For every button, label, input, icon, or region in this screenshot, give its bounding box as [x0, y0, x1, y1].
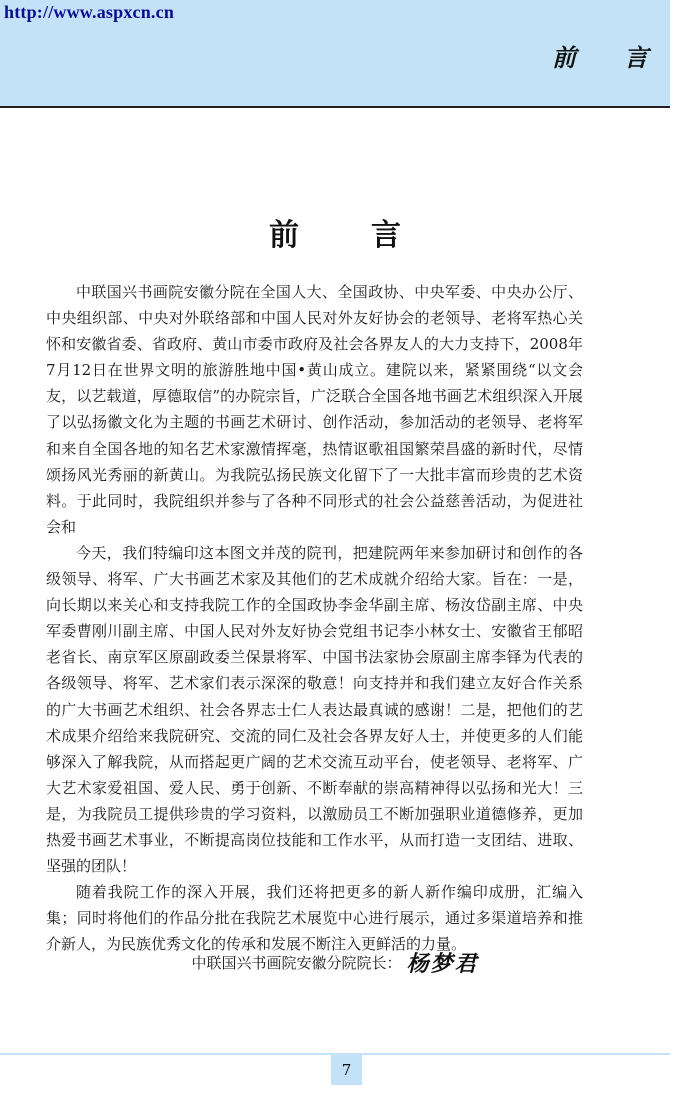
- running-title: 前言: [552, 43, 696, 72]
- watermark-url: http://www.aspxcn.cn: [4, 2, 175, 22]
- signature-line: [0, 947, 670, 978]
- preface-body: [46, 279, 583, 957]
- page-number: 7: [331, 1055, 362, 1085]
- signature-label: 中联国兴书画院安徽分院院长：: [191, 954, 402, 972]
- page-title: 前言: [269, 218, 473, 253]
- signature-name: 杨梦君: [406, 951, 479, 977]
- paragraph-1: 中联国兴书画院安徽分院在全国人大、全国政协、中央军委、中央办公厅、中央组织部、中央对外联络部和中国人民对外友好协会的老领导、老将军热心关怀和安徽省委、省政府、黄山市委市政府及社会各界友人的大力支持下，2008年7月12日在世界文明的旅游胜地中国•黄山成立。建院以来，紧紧围绕“以文会友，以艺载道，厚德取信”的办院宗旨，广泛联合全国各地书画艺术组织深入开展了以弘扬徽文化为主题的书画艺术研讨、创作活动，参加活动的老领导、老将军和来自全国各地的知名艺术家激情挥毫，热情讴歌祖国繁荣昌盛的新时代，尽情颂扬风光秀丽的新黄山。为我院弘扬民族文化留下了一大批丰富而珍贵的艺术资料。于此同时，我院组织并参与了各种不同形式的社会公益慈善活动，为促进社会和: [46, 283, 583, 536]
- paragraph-2: 今天，我们特编印这本图文并茂的院刊，把建院两年来参加研讨和创作的各级领导、将军、广大书画艺术家及其他们的艺术成就介绍给大家。旨在：一是，向长期以来关心和支持我院工作的全国政协李金华副主席、杨汝岱副主席、中央军委曹刚川副主席、中国人民对外友好协会党组书记李小林女士、安徽省王郁昭老省长、南京军区原副政委兰保景将军、中国书法家协会原副主席李铎为代表的各级领导、将军、艺术家们表示深深的敬意！向支持并和我们建立友好合作关系的广大书画艺术组织、社会各界志士仁人表达最真诚的感谢！二是，把他们的艺术成果介绍给来我院研究、交流的同仁及社会各界友好人士，并使更多的人们能够深入了解我院，从而搭起更广阔的艺术交流互动平台，使老领导、老将军、广大艺术家爱祖国、爱人民、勇于创新、不断奉献的崇高精神得以弘扬和光大！三是，为我院员工提供珍贵的学习资料，以激励员工不断加强职业道德修养，更加热爱书画艺术事业，不断提高岗位技能和工作水平，从而打造一支团结、进取、坚强的团队！: [46, 543, 583, 876]
- paragraph-3: 随着我院工作的深入开展，我们还将把更多的新人新作编印成册，汇编入集；同时将他们的作品分批在我院艺术展览中心进行展示，通过多渠道培养和推介新人，为民族优秀文化的传承和发展不断注入更鲜活的力量。: [46, 883, 583, 954]
- header-divider: [0, 106, 670, 108]
